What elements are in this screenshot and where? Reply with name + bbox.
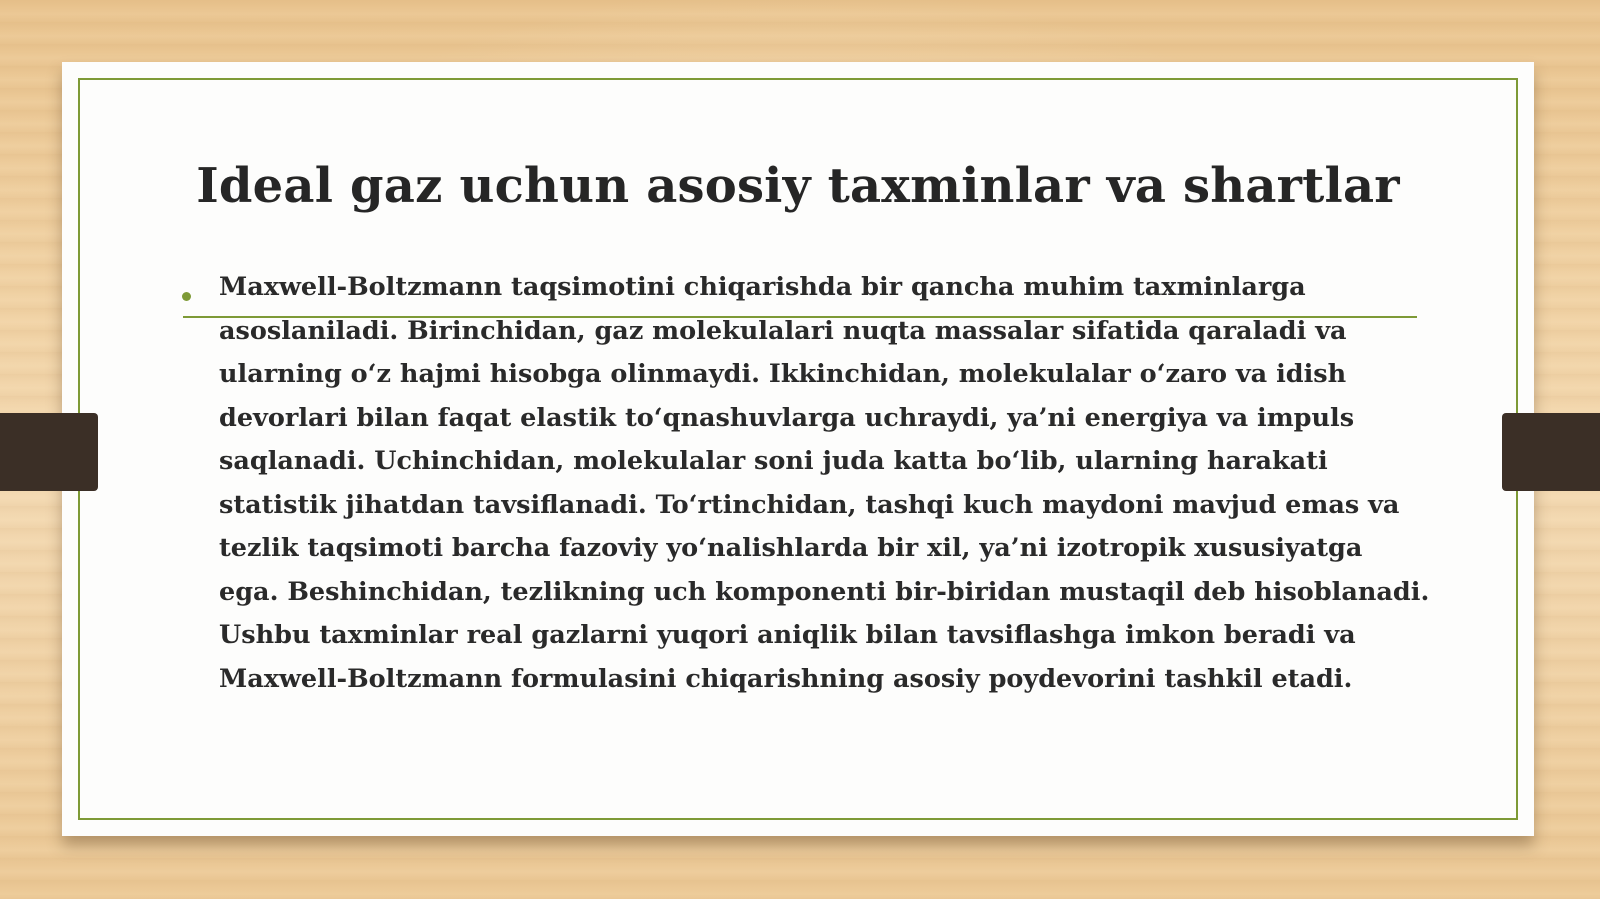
slide-title: Ideal gaz uchun asosiy taxminlar va shartlar [196, 158, 1400, 214]
right-binder-clip [1502, 413, 1600, 491]
bullet-icon [182, 292, 191, 301]
bullet-text: Maxwell-Boltzmann taqsimotini chiqarishda bir qancha muhim taxminlarga asoslaniladi. Birinchidan, gaz molekulalari nuqta massalar sifatida qaraladi va ularning o‘z hajmi hisobga olinmaydi. Ikkinchidan, molekulalar o‘zaro va idish devorlari bilan faqat elastik to‘qnashuvlarga uchraydi, ya’ni energiya va impuls saqlanadi. Uchinchidan, molekulalar soni juda katta bo‘lib, ularning harakati statistik jihatdan tavsiflanadi. To‘rtinchidan, tashqi kuch maydoni mavjud emas va tezlik taqsimoti barcha fazoviy yo‘nalishlarda bir xil, ya’ni izotropik xususiyatga ega. Beshinchidan, tezlikning uch komponenti bir-biridan mustaqil deb hisoblanadi. Ushbu taxminlar real gazlarni yuqori aniqlik bilan tavsiflashga imkon beradi va Maxwell-Boltzmann formulasini chiqarishning asosiy poydevorini tashkil etadi. [219, 272, 1430, 694]
left-binder-clip [0, 413, 98, 491]
